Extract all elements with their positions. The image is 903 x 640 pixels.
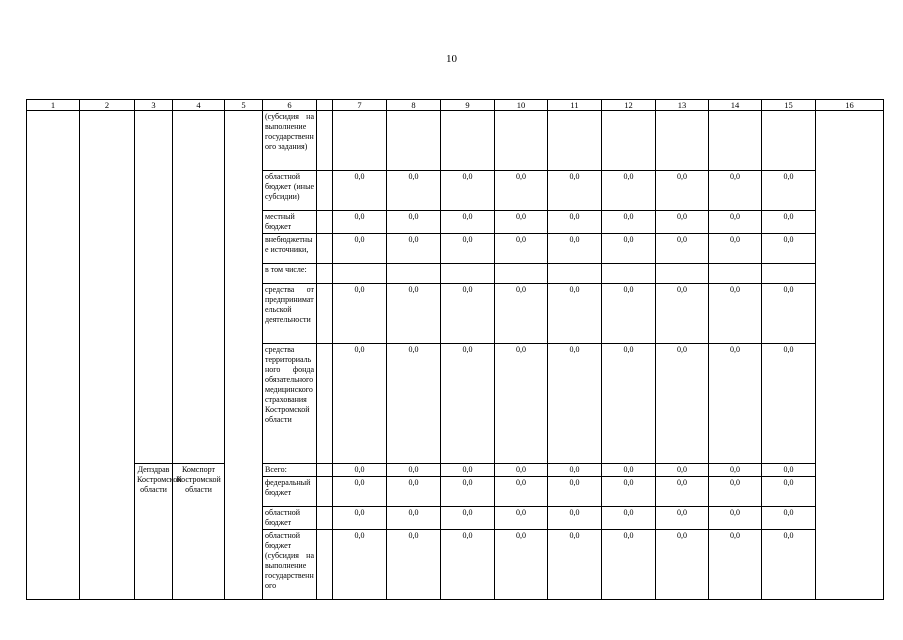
header-cell: 13 — [656, 100, 709, 111]
value-cell — [602, 264, 656, 284]
value-cell — [441, 264, 495, 284]
value-cell — [656, 264, 709, 284]
value-cell: 0,0 — [548, 284, 602, 344]
value-cell: 0,0 — [333, 507, 387, 530]
value-cell — [602, 111, 656, 171]
col3-cell — [135, 111, 173, 464]
value-cell: 0,0 — [602, 477, 656, 507]
value-cell: 0,0 — [762, 530, 816, 600]
value-cell: 0,0 — [495, 530, 548, 600]
value-cell: 0,0 — [387, 477, 441, 507]
value-cell: 0,0 — [441, 464, 495, 477]
value-cell: 0,0 — [387, 171, 441, 211]
header-cell: 14 — [709, 100, 762, 111]
value-cell: 0,0 — [387, 344, 441, 464]
value-cell: 0,0 — [441, 284, 495, 344]
value-cell — [387, 111, 441, 171]
row-label: областной бюджет (иные субсидии) — [263, 171, 317, 211]
value-cell — [333, 264, 387, 284]
value-cell: 0,0 — [548, 507, 602, 530]
value-cell: 0,0 — [656, 477, 709, 507]
value-cell: 0,0 — [548, 211, 602, 234]
value-cell: 0,0 — [709, 464, 762, 477]
value-cell — [495, 264, 548, 284]
value-cell: 0,0 — [548, 530, 602, 600]
header-row — [27, 100, 884, 111]
value-cell: 0,0 — [709, 530, 762, 600]
spacer-cell — [317, 530, 333, 600]
value-cell: 0,0 — [762, 477, 816, 507]
value-cell: 0,0 — [602, 171, 656, 211]
value-cell — [548, 264, 602, 284]
header-cell: 11 — [548, 100, 602, 111]
value-cell: 0,0 — [495, 284, 548, 344]
header-cell: 9 — [441, 100, 495, 111]
value-cell: 0,0 — [656, 464, 709, 477]
col4-cell — [173, 111, 225, 464]
committee-cell: Комспорт Костромской области — [173, 464, 225, 600]
header-cell: 5 — [225, 100, 263, 111]
value-cell — [656, 111, 709, 171]
value-cell: 0,0 — [548, 234, 602, 264]
header-cell: 8 — [387, 100, 441, 111]
value-cell: 0,0 — [441, 171, 495, 211]
header-cell: 7 — [333, 100, 387, 111]
spacer-cell — [317, 211, 333, 234]
department-cell: Депздрав Костромской области — [135, 464, 173, 600]
value-cell — [387, 264, 441, 284]
header-cell: 2 — [80, 100, 135, 111]
value-cell: 0,0 — [441, 530, 495, 600]
value-cell: 0,0 — [602, 211, 656, 234]
value-cell: 0,0 — [387, 234, 441, 264]
value-cell: 0,0 — [709, 284, 762, 344]
value-cell: 0,0 — [495, 211, 548, 234]
table-row — [27, 111, 884, 171]
value-cell: 0,0 — [441, 344, 495, 464]
value-cell: 0,0 — [548, 171, 602, 211]
value-cell: 0,0 — [548, 464, 602, 477]
col1-cell — [27, 111, 80, 600]
value-cell — [441, 111, 495, 171]
value-cell: 0,0 — [762, 211, 816, 234]
value-cell: 0,0 — [656, 344, 709, 464]
value-cell: 0,0 — [333, 477, 387, 507]
value-cell: 0,0 — [495, 477, 548, 507]
value-cell: 0,0 — [762, 234, 816, 264]
spacer-cell — [317, 234, 333, 264]
value-cell: 0,0 — [762, 284, 816, 344]
spacer-cell — [317, 171, 333, 211]
header-cell: 15 — [762, 100, 816, 111]
value-cell: 0,0 — [602, 530, 656, 600]
header-cell: 6 — [263, 100, 317, 111]
row-label: областной бюджет (субсидия на выполнение государственного — [263, 530, 317, 600]
value-cell: 0,0 — [548, 344, 602, 464]
value-cell — [333, 111, 387, 171]
value-cell — [762, 264, 816, 284]
spacer-cell — [317, 284, 333, 344]
budget-table — [26, 99, 884, 600]
spacer-cell — [317, 264, 333, 284]
value-cell: 0,0 — [387, 211, 441, 234]
value-cell: 0,0 — [333, 530, 387, 600]
header-cell: 1 — [27, 100, 80, 111]
value-cell: 0,0 — [656, 284, 709, 344]
spacer-cell — [317, 507, 333, 530]
col2-cell — [80, 111, 135, 600]
value-cell — [548, 111, 602, 171]
value-cell: 0,0 — [495, 507, 548, 530]
header-cell: 4 — [173, 100, 225, 111]
spacer-cell — [317, 344, 333, 464]
value-cell: 0,0 — [495, 171, 548, 211]
value-cell: 0,0 — [602, 234, 656, 264]
value-cell: 0,0 — [656, 507, 709, 530]
value-cell: 0,0 — [387, 284, 441, 344]
value-cell: 0,0 — [656, 211, 709, 234]
value-cell: 0,0 — [495, 234, 548, 264]
col16-cell — [816, 111, 884, 600]
value-cell: 0,0 — [602, 344, 656, 464]
spacer-cell — [317, 477, 333, 507]
value-cell: 0,0 — [762, 464, 816, 477]
value-cell: 0,0 — [333, 234, 387, 264]
row-label: средства от предпринимательской деятельности — [263, 284, 317, 344]
page-number: 10 — [446, 53, 457, 65]
value-cell: 0,0 — [387, 507, 441, 530]
spacer-cell — [317, 464, 333, 477]
spacer-cell — [317, 111, 333, 171]
row-label: местный бюджет — [263, 211, 317, 234]
row-label: внебюджетные источники, — [263, 234, 317, 264]
value-cell: 0,0 — [709, 171, 762, 211]
value-cell — [709, 111, 762, 171]
value-cell: 0,0 — [333, 464, 387, 477]
value-cell: 0,0 — [333, 344, 387, 464]
row-label: в том числе: — [263, 264, 317, 284]
table-row — [27, 464, 884, 477]
header-cell: 16 — [816, 100, 884, 111]
value-cell: 0,0 — [762, 507, 816, 530]
row-label: федеральный бюджет — [263, 477, 317, 507]
header-cell: 10 — [495, 100, 548, 111]
value-cell: 0,0 — [762, 171, 816, 211]
header-cell — [317, 100, 333, 111]
value-cell: 0,0 — [441, 507, 495, 530]
value-cell: 0,0 — [441, 211, 495, 234]
value-cell: 0,0 — [387, 530, 441, 600]
row-label: средства территориального фонда обязательного медицинского страхования Костромской области — [263, 344, 317, 464]
value-cell: 0,0 — [602, 464, 656, 477]
value-cell: 0,0 — [709, 344, 762, 464]
value-cell: 0,0 — [495, 344, 548, 464]
value-cell: 0,0 — [709, 507, 762, 530]
value-cell: 0,0 — [333, 284, 387, 344]
row-label: Всего: — [263, 464, 317, 477]
value-cell: 0,0 — [709, 477, 762, 507]
value-cell: 0,0 — [656, 171, 709, 211]
value-cell: 0,0 — [602, 507, 656, 530]
row-label: областной бюджет — [263, 507, 317, 530]
value-cell: 0,0 — [762, 344, 816, 464]
row-label: (субсидия на выполнение государственного задания) — [263, 111, 317, 171]
value-cell: 0,0 — [656, 234, 709, 264]
value-cell — [709, 264, 762, 284]
value-cell: 0,0 — [387, 464, 441, 477]
value-cell: 0,0 — [441, 234, 495, 264]
value-cell — [762, 111, 816, 171]
value-cell: 0,0 — [709, 211, 762, 234]
value-cell: 0,0 — [709, 234, 762, 264]
value-cell: 0,0 — [441, 477, 495, 507]
col5-cell — [225, 111, 263, 600]
value-cell: 0,0 — [548, 477, 602, 507]
value-cell — [495, 111, 548, 171]
header-cell: 12 — [602, 100, 656, 111]
value-cell: 0,0 — [495, 464, 548, 477]
value-cell: 0,0 — [656, 530, 709, 600]
value-cell: 0,0 — [333, 211, 387, 234]
header-cell: 3 — [135, 100, 173, 111]
value-cell: 0,0 — [333, 171, 387, 211]
value-cell: 0,0 — [602, 284, 656, 344]
